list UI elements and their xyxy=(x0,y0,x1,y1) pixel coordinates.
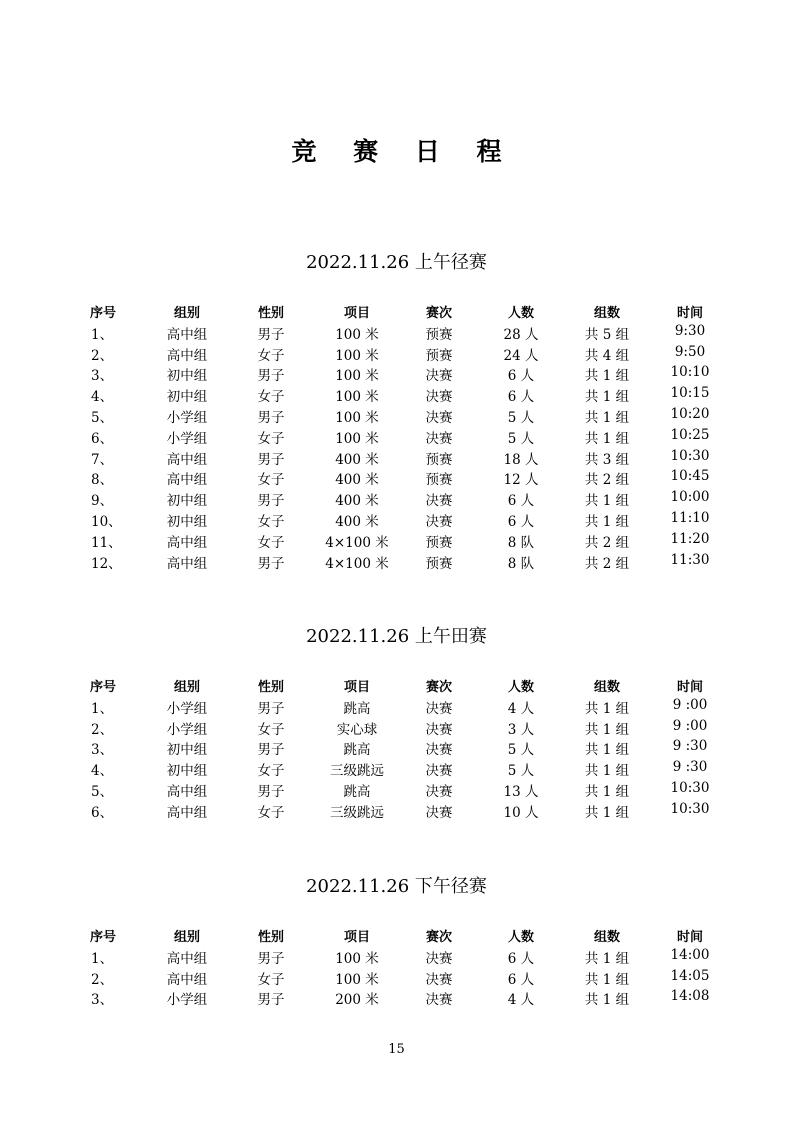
table-cell: 决赛 xyxy=(425,971,453,988)
table-cell: 决赛 xyxy=(425,410,453,426)
table-cell: 女子 xyxy=(257,971,285,988)
table-cell: 预赛 xyxy=(425,326,453,343)
table-cell: 400 米 xyxy=(335,451,379,468)
table-cell: 共 1 组 xyxy=(584,389,630,406)
table-cell: 6 人 xyxy=(507,389,535,406)
column-header: 项目 xyxy=(343,306,371,321)
section-title: 2022.11.26 上午田赛 xyxy=(306,626,487,647)
table-cell: 高中组 xyxy=(166,555,208,572)
column-header: 组数 xyxy=(593,680,621,695)
table-cell: 100 米 xyxy=(335,368,379,385)
table-cell: 预赛 xyxy=(425,534,453,551)
table-cell: 4 人 xyxy=(507,992,535,1009)
table-cell: 200 米 xyxy=(335,992,379,1009)
table-cell: 9、 xyxy=(91,493,114,510)
table-cell: 6、 xyxy=(91,430,114,447)
table-cell: 高中组 xyxy=(166,326,208,343)
table-cell: 10:20 xyxy=(670,406,710,422)
table-cell: 3、 xyxy=(91,992,114,1009)
table-cell: 小学组 xyxy=(166,410,208,426)
table-cell: 共 4 组 xyxy=(584,347,630,364)
table-cell: 3 人 xyxy=(507,721,535,738)
table-cell: 女子 xyxy=(257,721,285,738)
table-cell: 100 米 xyxy=(335,410,379,426)
table-cell: 男子 xyxy=(257,992,285,1009)
table-cell: 9 :30 xyxy=(672,738,708,755)
table-cell: 100 米 xyxy=(335,950,379,967)
table-cell: 共 2 组 xyxy=(584,555,630,572)
table-cell: 决赛 xyxy=(425,721,453,738)
table-cell: 决赛 xyxy=(425,804,453,821)
table-cell: 决赛 xyxy=(425,389,453,406)
table-cell: 共 1 组 xyxy=(584,430,630,447)
table-cell: 1、 xyxy=(91,950,114,967)
table-cell: 5、 xyxy=(91,784,114,800)
table-cell: 决赛 xyxy=(425,430,453,447)
table-cell: 跳高 xyxy=(343,700,371,717)
table-cell: 初中组 xyxy=(166,493,208,510)
column-header: 项目 xyxy=(343,680,371,695)
table-cell: 100 米 xyxy=(335,389,379,406)
table-cell: 男子 xyxy=(257,950,285,967)
table-cell: 高中组 xyxy=(166,804,208,821)
table-cell: 共 5 组 xyxy=(584,326,630,343)
table-cell: 决赛 xyxy=(425,700,453,717)
table-cell: 共 1 组 xyxy=(584,700,630,717)
table-cell: 5 人 xyxy=(507,742,535,759)
column-header: 序号 xyxy=(89,306,117,321)
page-title: 竞 赛 日 程 xyxy=(291,137,516,166)
table-cell: 11:30 xyxy=(670,551,710,568)
column-header: 项目 xyxy=(343,930,371,945)
section-title: 2022.11.26 上午径赛 xyxy=(306,252,487,273)
table-cell: 决赛 xyxy=(425,763,453,780)
column-header: 组别 xyxy=(173,680,201,695)
table-cell: 10:30 xyxy=(670,447,710,464)
table-cell: 100 米 xyxy=(335,430,379,447)
table-cell: 400 米 xyxy=(335,493,379,510)
table-cell: 4、 xyxy=(91,389,114,406)
table-cell: 2、 xyxy=(91,721,114,738)
table-cell: 初中组 xyxy=(166,514,208,530)
column-header: 赛次 xyxy=(425,930,453,945)
table-cell: 初中组 xyxy=(166,389,208,406)
table-cell: 9:30 xyxy=(674,322,706,339)
column-header: 时间 xyxy=(676,680,704,695)
table-cell: 400 米 xyxy=(335,472,379,489)
table-cell: 6 人 xyxy=(507,950,535,967)
table-cell: 400 米 xyxy=(335,514,379,530)
table-cell: 9 :30 xyxy=(672,759,708,776)
table-cell: 决赛 xyxy=(425,784,453,800)
table-cell: 男子 xyxy=(257,493,285,510)
table-cell: 13 人 xyxy=(503,784,539,800)
table-cell: 3、 xyxy=(91,368,114,385)
table-cell: 6 人 xyxy=(507,514,535,530)
table-cell: 9:50 xyxy=(674,343,706,360)
table-cell: 高中组 xyxy=(166,472,208,489)
table-cell: 5 人 xyxy=(507,430,535,447)
table-cell: 男子 xyxy=(257,326,285,343)
table-cell: 共 1 组 xyxy=(584,742,630,759)
table-cell: 6 人 xyxy=(507,493,535,510)
table-cell: 女子 xyxy=(257,347,285,364)
table-cell: 共 1 组 xyxy=(584,514,630,530)
table-cell: 11、 xyxy=(91,534,122,551)
table-cell: 5 人 xyxy=(507,763,535,780)
table-cell: 决赛 xyxy=(425,742,453,759)
table-cell: 男子 xyxy=(257,410,285,426)
table-cell: 高中组 xyxy=(166,534,208,551)
table-cell: 共 1 组 xyxy=(584,763,630,780)
table-cell: 10、 xyxy=(91,514,122,530)
table-cell: 决赛 xyxy=(425,950,453,967)
table-cell: 男子 xyxy=(257,451,285,468)
table-cell: 共 2 组 xyxy=(584,534,630,551)
column-header: 赛次 xyxy=(425,680,453,695)
table-cell: 10 人 xyxy=(503,804,539,821)
table-cell: 10:00 xyxy=(670,489,710,506)
table-cell: 初中组 xyxy=(166,368,208,385)
table-cell: 决赛 xyxy=(425,514,453,530)
table-cell: 9 :00 xyxy=(672,696,708,713)
table-cell: 10:30 xyxy=(670,800,710,817)
table-cell: 共 1 组 xyxy=(584,992,630,1009)
table-cell: 三级跳远 xyxy=(330,763,384,780)
table-cell: 100 米 xyxy=(335,326,379,343)
column-header: 组数 xyxy=(593,930,621,945)
table-cell: 6 人 xyxy=(507,971,535,988)
table-cell: 男子 xyxy=(257,368,285,385)
table-cell: 共 1 组 xyxy=(584,784,630,800)
table-cell: 共 1 组 xyxy=(584,804,630,821)
table-cell: 男子 xyxy=(257,784,285,800)
table-cell: 预赛 xyxy=(425,555,453,572)
table-cell: 8 队 xyxy=(507,534,535,551)
table-cell: 女子 xyxy=(257,763,285,780)
table-cell: 10:30 xyxy=(670,780,710,796)
table-cell: 11:10 xyxy=(670,510,710,526)
table-cell: 实心球 xyxy=(336,721,378,738)
column-header: 时间 xyxy=(676,930,704,945)
table-cell: 跳高 xyxy=(343,742,371,759)
column-header: 时间 xyxy=(676,306,704,321)
column-header: 赛次 xyxy=(425,306,453,321)
table-cell: 11:20 xyxy=(670,530,710,547)
table-cell: 4×100 米 xyxy=(325,534,389,551)
table-cell: 5 人 xyxy=(507,410,535,426)
table-cell: 2、 xyxy=(91,971,114,988)
table-cell: 决赛 xyxy=(425,992,453,1009)
table-cell: 7、 xyxy=(91,451,114,468)
table-cell: 10:15 xyxy=(670,385,710,402)
table-cell: 28 人 xyxy=(503,326,539,343)
table-cell: 1、 xyxy=(91,326,114,343)
table-cell: 三级跳远 xyxy=(330,804,384,821)
table-cell: 预赛 xyxy=(425,472,453,489)
table-cell: 12 人 xyxy=(503,472,539,489)
table-cell: 6 人 xyxy=(507,368,535,385)
table-cell: 共 3 组 xyxy=(584,451,630,468)
table-cell: 共 1 组 xyxy=(584,721,630,738)
table-cell: 6、 xyxy=(91,804,114,821)
table-cell: 5、 xyxy=(91,410,114,426)
column-header: 组别 xyxy=(173,306,201,321)
table-cell: 男子 xyxy=(257,555,285,572)
column-header: 序号 xyxy=(89,930,117,945)
table-cell: 女子 xyxy=(257,804,285,821)
table-cell: 4、 xyxy=(91,763,114,780)
table-cell: 共 1 组 xyxy=(584,971,630,988)
table-cell: 小学组 xyxy=(166,721,208,738)
table-cell: 100 米 xyxy=(335,971,379,988)
column-header: 序号 xyxy=(89,680,117,695)
table-cell: 初中组 xyxy=(166,763,208,780)
table-cell: 共 2 组 xyxy=(584,472,630,489)
table-cell: 共 1 组 xyxy=(584,410,630,426)
table-cell: 12、 xyxy=(91,555,122,572)
table-cell: 8、 xyxy=(91,472,114,489)
table-cell: 高中组 xyxy=(166,784,208,800)
table-cell: 24 人 xyxy=(503,347,539,364)
table-cell: 14:00 xyxy=(670,946,710,963)
table-cell: 10:10 xyxy=(670,364,710,381)
table-cell: 14:05 xyxy=(670,967,710,984)
table-cell: 女子 xyxy=(257,389,285,406)
column-header: 人数 xyxy=(507,680,535,695)
table-cell: 小学组 xyxy=(166,430,208,447)
table-cell: 男子 xyxy=(257,742,285,759)
table-cell: 14:08 xyxy=(670,988,710,1005)
table-cell: 9 :00 xyxy=(672,717,708,734)
table-cell: 3、 xyxy=(91,742,114,759)
table-cell: 女子 xyxy=(257,534,285,551)
section-title: 2022.11.26 下午径赛 xyxy=(306,876,487,897)
table-cell: 高中组 xyxy=(166,971,208,988)
table-cell: 决赛 xyxy=(425,493,453,510)
table-cell: 10:45 xyxy=(670,468,710,485)
column-header: 人数 xyxy=(507,930,535,945)
column-header: 性别 xyxy=(257,306,285,321)
table-cell: 8 队 xyxy=(507,555,535,572)
table-cell: 4 人 xyxy=(507,700,535,717)
page-number: 15 xyxy=(388,1042,405,1057)
table-cell: 共 1 组 xyxy=(584,493,630,510)
table-cell: 男子 xyxy=(257,700,285,717)
table-cell: 共 1 组 xyxy=(584,368,630,385)
table-cell: 共 1 组 xyxy=(584,950,630,967)
column-header: 组别 xyxy=(173,930,201,945)
table-cell: 小学组 xyxy=(166,992,208,1009)
table-cell: 女子 xyxy=(257,430,285,447)
table-cell: 初中组 xyxy=(166,742,208,759)
table-cell: 跳高 xyxy=(343,784,371,800)
table-cell: 预赛 xyxy=(425,347,453,364)
table-cell: 100 米 xyxy=(335,347,379,364)
column-header: 组数 xyxy=(593,306,621,321)
table-cell: 决赛 xyxy=(425,368,453,385)
column-header: 性别 xyxy=(257,680,285,695)
table-cell: 10:25 xyxy=(670,426,710,443)
column-header: 人数 xyxy=(507,306,535,321)
table-cell: 2、 xyxy=(91,347,114,364)
table-cell: 18 人 xyxy=(503,451,539,468)
table-cell: 女子 xyxy=(257,472,285,489)
table-cell: 高中组 xyxy=(166,347,208,364)
table-cell: 高中组 xyxy=(166,451,208,468)
table-cell: 1、 xyxy=(91,700,114,717)
table-cell: 高中组 xyxy=(166,950,208,967)
table-cell: 小学组 xyxy=(166,700,208,717)
column-header: 性别 xyxy=(257,930,285,945)
table-cell: 4×100 米 xyxy=(325,555,389,572)
table-cell: 女子 xyxy=(257,514,285,530)
table-cell: 预赛 xyxy=(425,451,453,468)
